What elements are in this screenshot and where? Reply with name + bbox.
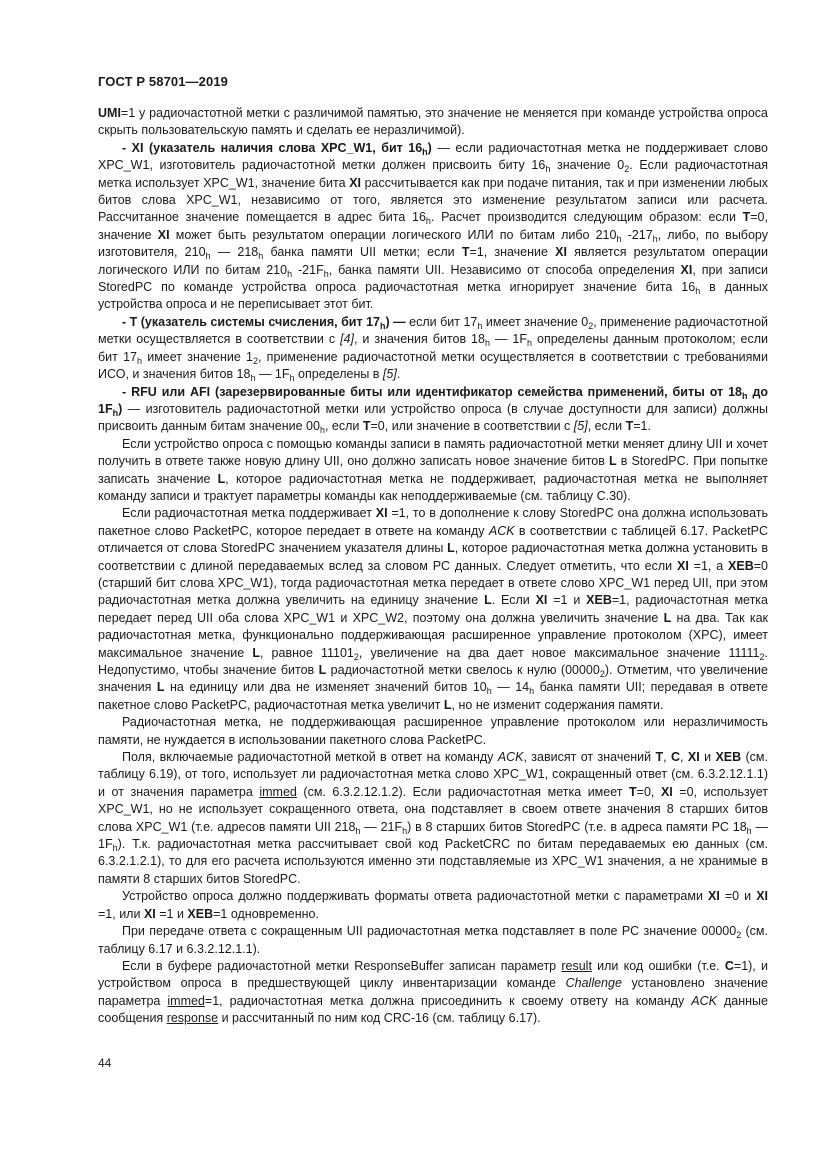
paragraph-p8: Поля, включаемые радиочастотной меткой в ответ на команду ACK, зависят от значений T, C, XI и XEB (см. таблицу 6.19), от того, использует ли радиочастотная метка слово XPC_W1, сокращенный ответ (см. 6.3.2.12.1.1) и от значения параметра immed (см. 6.3.2.12.1.2). Если радиочастотная метка имеет T=0, XI =0, использует XPC_W1, но не использует сокращенного ответа, она подставляет в своем ответе значения 8 старших битов слова XPC_W1 (т.е. адресов памяти UII $218_h$ — $21F_h$) в 8 старших битов StoredPC (т.е. в адреса памяти PC $18_h$ — $1F_h$). Т.к. радиочастотная метка рассчитывает свой код PacketCRC по битам передаваемых ею данных (см. 6.3.2.1.2.1), то для его расчета используются именно эти подставляемые из XPC_W1 значения, а не хранимые в памяти 8 старших битов StoredPC. [98, 750, 768, 886]
page-number: 44 [98, 1056, 112, 1070]
paragraph-p4: - RFU или AFI (зарезервированные биты или идентификатор семейства применений, биты от $18_h$ до $1F_h$) — изготовитель радиочастотной метки или устройство опроса (в случае доступности для записи) должны присвоить данным битам значение $00_h$, если T=0, или значение в соответствии с [5], если T=1. [98, 384, 769, 436]
paragraph-p9: Устройство опроса должно поддерживать форматы ответа радиочастотной метки с параметрами XI =0 и XI =1, или XI =1 и XEB=1 одновременно. [98, 889, 769, 921]
paragraph-p5: Если устройство опроса с помощью команды записи в память радиочастотной метки меняет длину UII и хочет получить в ответе также новую длину UII, оно должно записать новое значение битов L в StoredPC. При попытке записать значение L, которое радиочастотная метка не поддерживает, радиочастотная метка не выполняет команду записи и трактует параметры команды как неподдерживаемые (см. таблицу С.30). [98, 436, 768, 503]
running-header: ГОСТ Р 58701—2019 [98, 74, 228, 89]
paragraph-p6: Если радиочастотная метка поддерживает XI =1, то в дополнение к слову StoredPC она должна использовать пакетное слово PacketPC, которое передает в ответе на команду ACK в соответствии с таблицей 6.17. PacketPC отличается от слова StoredPC значением указателя длины L, которое радиочастотная метка должна установить в соответствии с длиной передаваемых вслед за словом PC данных. Следует отметить, что если XI =1, а XEB=0 (старший бит слова XPC_W1), тогда радиочастотная метка передает в ответе слово XPC_W1 перед UII, при этом радиочастотная метка должна увеличить на единицу значение L. Если XI =1 и XEB=1, радиочастотная метка передает перед UII оба слова XPC_W1 и XPC_W2, поэтому она должна увеличить значение L на два. Так как радиочастотная метка, функционально поддерживающая расширенное управление протоколом (XPC), имеет максимальное значение L, равное $11101_2$, увеличение на два дает новое максимальное значение $11111_2$. Недопустимо, чтобы значение битов L радиочастотной метки свелось к нулю $(00000_2)$. Отметим, что увеличение значения L на единицу или два не изменяет значений битов $10_h$ — $14_h$ банка памяти UII; передавая в ответе пакетное слово PacketPC, радиочастотная метка увеличит L, но не изменит содержания памяти. [98, 506, 769, 712]
paragraph-p7: Радиочастотная метка, не поддерживающая расширенное управление протоколом или неразличимость памяти, не нуждается в использовании пакетного слова PacketPC. [98, 715, 768, 747]
paragraph-p11: Если в буфере радиочастотной метки ResponseBuffer записан параметр result или код ошибки (т.е. C=1), и устройством опроса в предшествующей циклу инвентаризации команде Challenge установлено значение параметра immed=1, радиочастотная метка должна присоединить к своему ответу на команду ACK данные сообщения response и рассчитанный по ним код CRC-16 (см. таблицу 6.17). [98, 958, 768, 1026]
body-text [98, 105, 768, 1028]
paragraph-p1: UMI=1 у радиочастотной метки с различимой памятью, это значение не меняется при команде устройства опроса скрыть пользовательскую память и сделать ее неразличимой). [98, 106, 768, 138]
paragraph-p2: - XI (указатель наличия слова XPC_W1, бит $16_h$) — если радиочастотная метка не поддерживает слово XPC_W1, изготовитель радиочастотной метки должен присвоить биту $16_h$ значение $0_2$. Если радиочастотная метка использует XPC_W1, значение бита XI рассчитывается как при подаче питания, так и при изменении любых битов слова XPC_W1, независимо от того, является это изменение результатом записи или расчета. Рассчитанное значение помещается в адрес бита $16_h$. Расчет производится следующим образом: если T=0, значение XI может быть результатом операции логического ИЛИ по битам либо $210_h$ $-217_h$, либо, по выбору изготовителя, $210_h$ — $218_h$ банка памяти UII метки; если T=1, значение XI является результатом операции логического ИЛИ по битам $210_h$ $-21F_h$, банка памяти UII. Независимо от способа определения XI, при записи StoredPC по команде устройства опроса радиочастотная метка игнорирует значение бита $16_h$ в данных устройства опроса и не переписывает этот бит. [98, 140, 769, 312]
paragraph-p10: При передаче ответа с сокращенным UII радиочастотная метка подставляет в поле PC значение $00000_2$ (см. таблицу 6.17 и 6.3.2.12.1.1). [98, 924, 768, 956]
paragraph-p3: - T (указатель системы счисления, бит $17_h$) — если бит $17_h$ имеет значение $0_2$, применение радиочастотной метки осуществляется в соответствии с [4], и значения битов $18_h$ — $1F_h$ определены данным протоколом; если бит $17_h$ имеет значение $1_2$, применение радиочастотной метки осуществляется в соответствии с требованиями ИСО, и значения битов $18_h$ — $1F_h$ определены в [5]. [98, 314, 768, 384]
